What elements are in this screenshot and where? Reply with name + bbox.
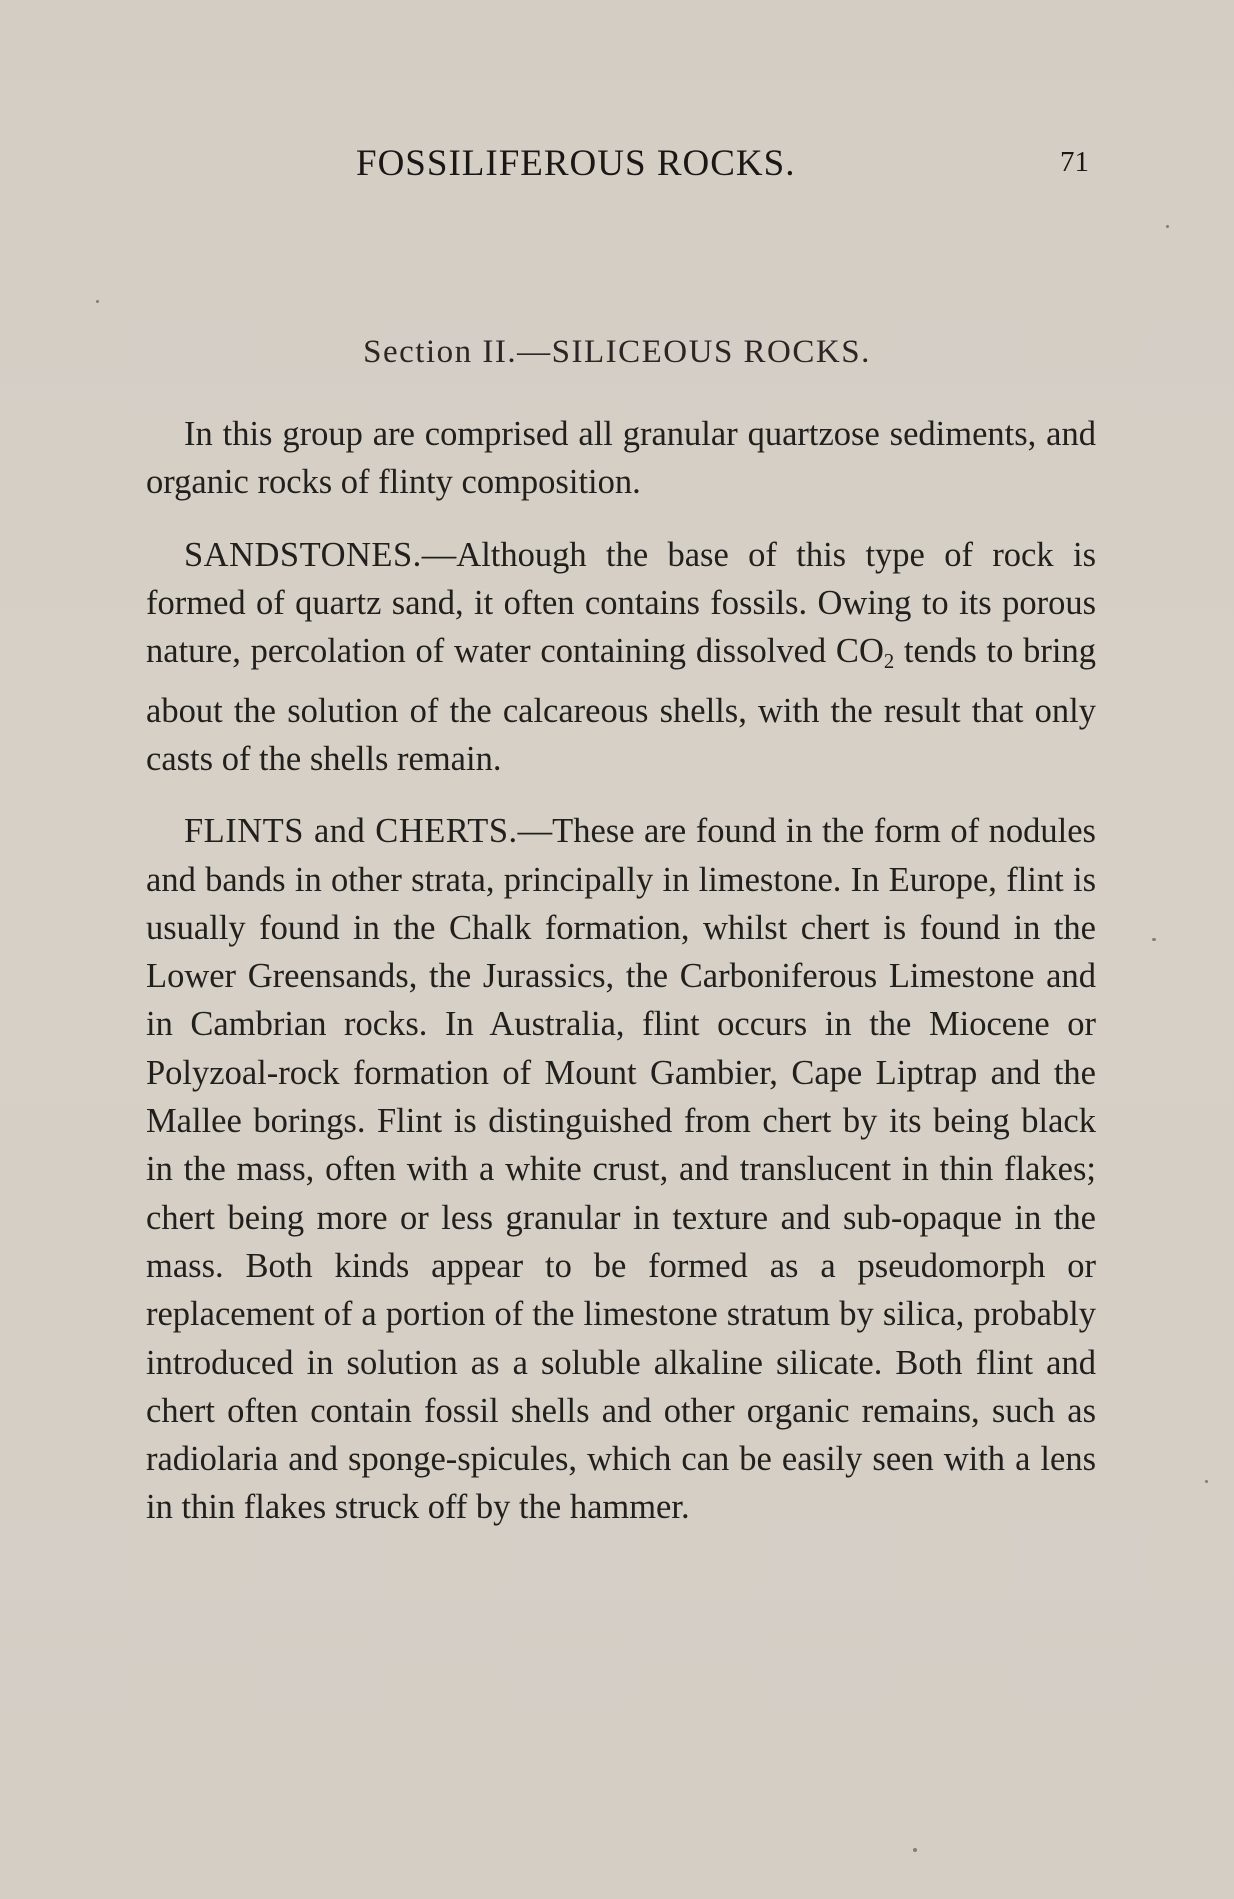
paper-speck <box>913 1848 917 1852</box>
flints-text: —These are found in the form of nodules and bands in other strata, principally in limestone. In Europe, flint is usually found in the Chalk formation, whilst chert is found in the Lower Greensands, the Jurassics, the Carboniferous Limestone and in Cambrian rocks. In Australia, flint occurs in the Miocene or Polyzoal-rock formation of Mount Gambier, Cape Liptrap and the Mallee borings. Flint is distinguished from chert by its being black in the mass, often with a white crust, and translucent in thin flakes; chert being more or less granular in texture and sub-opaque in the mass. Both kinds appear to be formed as a pseudomorph or replacement of a portion of the limestone stratum by silica, probably introduced in solution as a soluble alkaline silicate. Both flint and chert often contain fossil shells and other organic remains, such as radiolaria and sponge-spicules, which can be easily seen with a lens in thin flakes struck off by the hammer. <box>146 812 1096 1527</box>
flints-lead: FLINTS and CHERTS. <box>184 812 518 851</box>
paper-speck <box>96 300 99 303</box>
section-heading: Section II.—SILICEOUS ROCKS. <box>363 334 871 370</box>
paper-speck <box>1166 225 1169 228</box>
paper-speck <box>1205 1480 1208 1483</box>
sandstones-text-part1: —Although the base of this type of rock is formed of quartz sand, it often contains fossils. Owing to its porous nature, percolation of water containing dissolved CO <box>146 535 1096 671</box>
running-head <box>0 142 1234 192</box>
paper-speck <box>1152 938 1156 941</box>
sandstones-paragraph <box>146 531 1096 784</box>
sandstones-text-part2: tends to bring about the solution of the calcareous shells, with the result that only casts of the shells remain. <box>146 632 1096 778</box>
co2-subscript: 2 <box>883 651 895 674</box>
page-number: 71 <box>1060 146 1089 178</box>
body-text <box>146 410 1096 1532</box>
intro-paragraph <box>146 410 1096 507</box>
sandstones-lead: SANDSTONES. <box>184 535 422 574</box>
flints-paragraph <box>146 807 1096 1531</box>
running-title: FOSSILIFEROUS ROCKS. <box>356 143 796 184</box>
intro-text: In this group are comprised all granular quartzose sediments, and organic rocks of flinty composition. <box>146 415 1096 502</box>
